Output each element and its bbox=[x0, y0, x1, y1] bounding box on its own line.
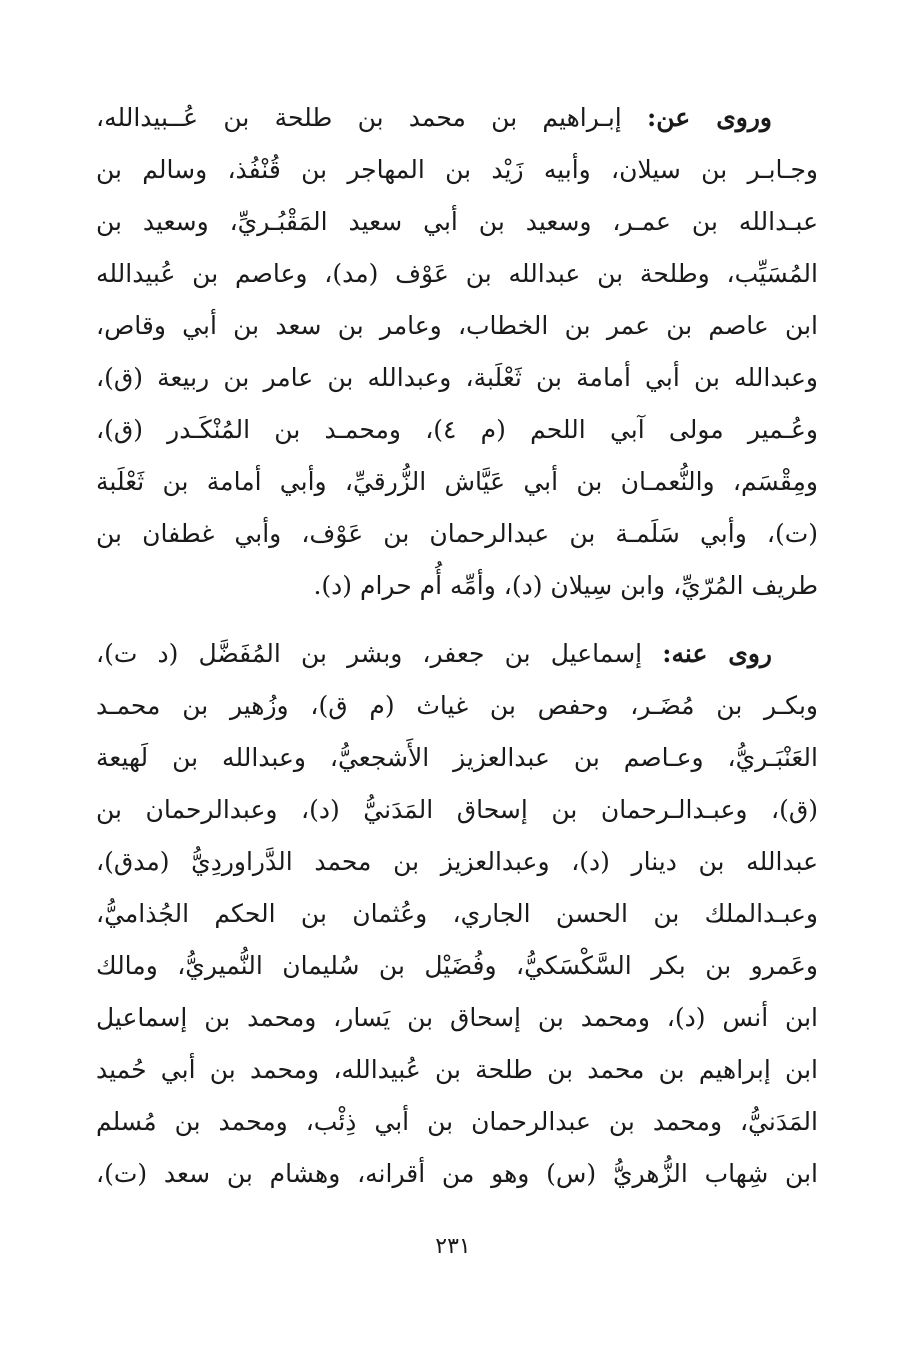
text-line: عبدالله بن دينار (د)، وعبدالعزيز بن محمد الدَّراوردِيُّ (مدق)، bbox=[96, 847, 818, 876]
text-line: (ت)، وأبي سَلَمـة بن عبدالرحمان بن عَوْف، وأبي غطفان بن bbox=[96, 519, 818, 548]
text-line: المَدَنيُّ، ومحمد بن عبدالرحمان بن أبي ذِئْب، ومحمد بن مُسلم bbox=[96, 1107, 818, 1136]
text-line: ابن إبراهيم بن محمد بن طلحة بن عُبيدالله، ومحمد بن أبي حُميد bbox=[96, 1055, 818, 1084]
paragraph-gap bbox=[96, 612, 818, 628]
text-line: المُسَيِّب، وطلحة بن عبدالله بن عَوْف (مد)، وعاصم بن عُبيدالله bbox=[96, 259, 818, 288]
paragraph-narrated-from bbox=[96, 92, 818, 612]
text-line: وروى عن: إبـراهيم بن محمد بن طلحة بن عُــبيدالله، bbox=[96, 103, 773, 132]
text-line: وعبـدالملك بن الحسن الجاري، وعُثمان بن الحكم الجُذاميُّ، bbox=[96, 899, 818, 928]
page-body bbox=[96, 92, 818, 1242]
text-line: العَنْبَـريُّ، وعـاصم بن عبدالعزيز الأَشجعيُّ، وعبدالله بن لَهيعة bbox=[96, 743, 818, 772]
text-line: (ق)، وعبـدالـرحمان بن إسحاق المَدَنيُّ (د)، وعبدالرحمان بن bbox=[96, 795, 818, 824]
text-line: وعبدالله بن أبي أمامة بن ثَعْلَبة، وعبدالله بن عامر بن ربيعة (ق)، bbox=[96, 363, 818, 392]
text-line: روى عنه: إسماعيل بن جعفر، وبشر بن المُفَضَّل (د ت)، bbox=[96, 639, 773, 668]
text-line: طريف المُرّيِّ، وابن سِيلان (د)، وأمِّه أُم حرام (د). bbox=[313, 571, 818, 600]
text-line: وعُـمير مولى آبي اللحم (م ٤)، ومحمـد بن المُنْكَـدر (ق)، bbox=[96, 415, 818, 444]
page-number: ٢٣١ bbox=[435, 1234, 471, 1259]
section-lead-narrated-by: روى عنه: bbox=[662, 639, 773, 668]
text-line: عبـدالله بن عمـر، وسعيد بن أبي سعيد المَقْبُـريِّ، وسعيد بن bbox=[96, 207, 818, 236]
text-line: ابن شِهاب الزُّهريُّ (س) وهو من أقرانه، وهشام بن سعد (ت)، bbox=[96, 1159, 818, 1188]
text-line: وجـابـر بن سيلان، وأبيه زَيْد بن المهاجر بن قُنْفُذ، وسالم بن bbox=[96, 155, 818, 184]
text-line: وبكـر بن مُضَـر، وحفص بن غياث (م ق)، وزُهير بن محمـد bbox=[96, 691, 818, 720]
section-lead-narrated-from: وروى عن: bbox=[647, 103, 773, 132]
text-line: ابن أنس (د)، ومحمد بن إسحاق بن يَسار، ومحمد بن إسماعيل bbox=[96, 1003, 818, 1032]
paragraph-narrated-by bbox=[96, 628, 818, 1200]
text-line: ومِقْسَم، والنُّعمـان بن أبي عَيَّاش الزُّرقيِّ، وأبي أمامة بن ثَعْلَبة bbox=[96, 467, 818, 496]
text-line: ابن عاصم بن عمر بن الخطاب، وعامر بن سعد بن أبي وقاص، bbox=[96, 311, 818, 340]
text-line: وعَمرو بن بكر السَّكْسَكيُّ، وفُضَيْل بن سُليمان النُّميريُّ، ومالك bbox=[96, 951, 818, 980]
